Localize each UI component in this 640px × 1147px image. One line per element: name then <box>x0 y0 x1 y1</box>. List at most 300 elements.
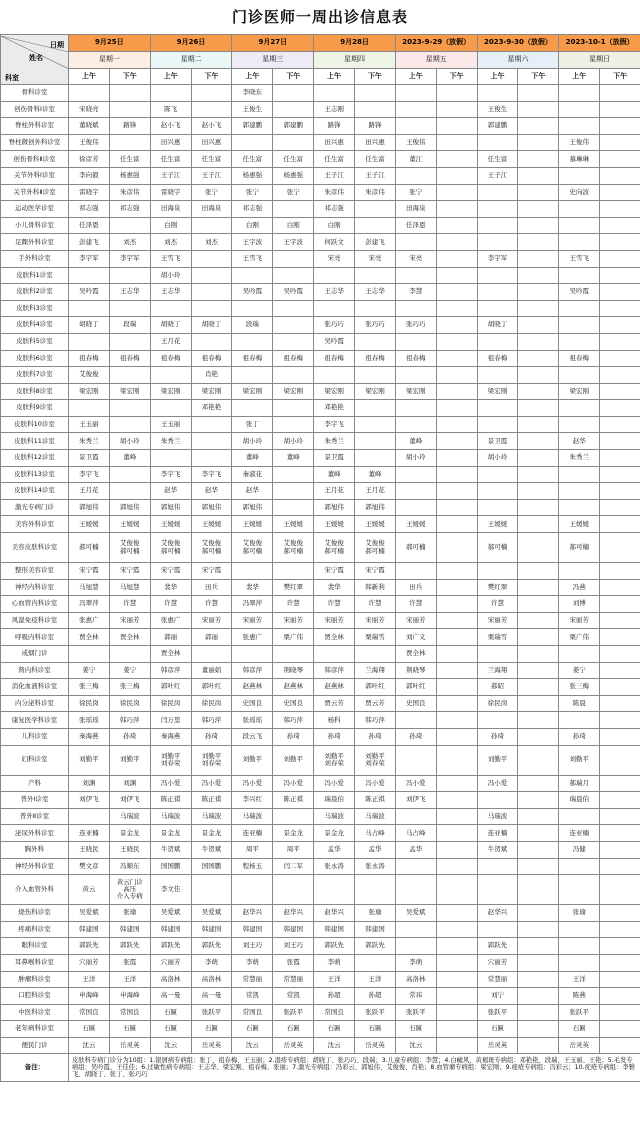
doctor-cell: 张巧巧 <box>314 317 355 334</box>
doctor-cell <box>273 317 314 334</box>
doctor-cell: 景卫霞 <box>314 450 355 467</box>
doctor-cell <box>436 679 477 696</box>
doctor-cell <box>477 284 518 301</box>
doctor-cell <box>518 728 559 745</box>
session-pm-cell: 下午 <box>436 69 477 85</box>
doctor-cell <box>355 85 396 102</box>
dept-name: 皮肤科1诊室 <box>1 267 69 284</box>
dept-name: 足踝外科诊室 <box>1 234 69 251</box>
doctor-cell: 黄云 <box>69 875 110 905</box>
doctor-cell: 胡小玲 <box>273 433 314 450</box>
session-pm-cell: 下午 <box>109 69 150 85</box>
doctor-cell: 冯健 <box>559 841 600 858</box>
doctor-cell: 王媛媛 <box>69 516 110 533</box>
doctor-cell: 樊文彦 <box>69 858 110 875</box>
doctor-cell: 石匾 <box>273 1021 314 1038</box>
doctor-cell <box>559 118 600 135</box>
doctor-cell <box>559 400 600 417</box>
doctor-cell: 宋亮 <box>314 250 355 267</box>
doctor-cell: 张霞 <box>109 954 150 971</box>
doctor-cell: 周平 <box>273 841 314 858</box>
schedule-row <box>1 695 640 712</box>
doctor-cell: 白刚 <box>232 217 273 234</box>
doctor-cell <box>273 134 314 151</box>
doctor-cell <box>436 416 477 433</box>
schedule-row <box>1 284 640 301</box>
doctor-cell: 祖春梅 <box>273 350 314 367</box>
doctor-cell: 刘博 <box>559 596 600 613</box>
dept-name: 激光专病门诊 <box>1 499 69 516</box>
doctor-cell <box>395 712 436 729</box>
schedule-row <box>1 808 640 825</box>
date-cell: 9月27日 <box>232 35 314 52</box>
doctor-cell <box>600 300 640 317</box>
doctor-cell: 张瑜 <box>559 905 600 922</box>
doctor-cell: 王媛媛 <box>232 516 273 533</box>
doctor-cell: 许慧 <box>273 596 314 613</box>
session-pm-cell: 下午 <box>518 69 559 85</box>
doctor-cell <box>355 101 396 118</box>
doctor-cell: 孙琦 <box>355 728 396 745</box>
doctor-cell <box>518 1037 559 1054</box>
doctor-cell: 赵华 <box>232 483 273 500</box>
doctor-cell <box>518 184 559 201</box>
doctor-cell <box>600 679 640 696</box>
doctor-cell: 姜宁 <box>109 662 150 679</box>
doctor-cell <box>600 808 640 825</box>
doctor-cell: 王子江 <box>150 167 191 184</box>
doctor-cell: 马瑞波 <box>355 808 396 825</box>
doctor-cell: 裴华 <box>232 579 273 596</box>
doctor-cell <box>436 971 477 988</box>
doctor-cell <box>436 101 477 118</box>
schedule-row <box>1 101 640 118</box>
doctor-cell: 周平 <box>232 841 273 858</box>
doctor-cell <box>436 1037 477 1054</box>
doctor-cell: 雷晓宇 <box>69 184 110 201</box>
dept-name: 皮肤科7诊室 <box>1 367 69 384</box>
doctor-cell <box>273 483 314 500</box>
doctor-cell <box>600 825 640 842</box>
doctor-cell: 赵华兴 <box>232 905 273 922</box>
doctor-cell: 祖春梅 <box>395 350 436 367</box>
doctor-cell <box>436 516 477 533</box>
doctor-cell <box>477 367 518 384</box>
doctor-cell: 张跃平 <box>395 1004 436 1021</box>
schedule-row <box>1 450 640 467</box>
doctor-cell <box>436 400 477 417</box>
schedule-row <box>1 629 640 646</box>
dept-name: 美容外科诊室 <box>1 516 69 533</box>
doctor-cell: 朱秀兰 <box>314 433 355 450</box>
doctor-cell <box>109 367 150 384</box>
doctor-cell: 常国良 <box>109 1004 150 1021</box>
doctor-cell <box>436 201 477 218</box>
doctor-cell: 王俊伟 <box>395 134 436 151</box>
doctor-cell <box>518 250 559 267</box>
doctor-cell <box>518 416 559 433</box>
doctor-cell <box>69 300 110 317</box>
doctor-cell: 石匾 <box>191 1021 232 1038</box>
doctor-cell: 韩建国 <box>69 921 110 938</box>
doctor-cell: 郭旭伟 <box>314 499 355 516</box>
doctor-cell: 梁宏刚 <box>150 383 191 400</box>
doctor-cell <box>355 367 396 384</box>
doctor-cell: 刘勤平 <box>273 745 314 775</box>
doctor-cell <box>518 596 559 613</box>
doctor-cell: 郭跃先 <box>150 938 191 955</box>
doctor-cell: 张惠广 <box>232 629 273 646</box>
doctor-cell <box>395 483 436 500</box>
doctor-cell: 祖春梅 <box>69 350 110 367</box>
doctor-cell <box>518 217 559 234</box>
notes-text: 皮肤科专病门诊分为10组：1.银屑病专病组：张丁、祖春梅、王玉丽；2.湿疹专病组：胡晓丁、张巧巧、段瑞；3.儿童专病组：李慧；4.白癜风、黄褐斑专病组：邓艳艳、段瑞、王玉丽、王艳；5.毛发专病组：吴吟霞、王佳佳；6.过敏性病专病组：王志华、梁宏刚、祖春梅、张丽；7.激光专病组：冯彩云、郭旭伟、艾俊俊、肖艳；8.血管瘤专病组：梁宏刚；9.痤疮专病组：冯彩云；10.疣疮专病组：李雅飞、胡晓丁、张丁、张巧巧 <box>69 1054 640 1082</box>
doctor-cell: 张宁 <box>232 184 273 201</box>
doctor-cell <box>600 450 640 467</box>
schedule-row <box>1 533 640 563</box>
doctor-cell: 刘渊 <box>69 775 110 792</box>
doctor-cell: 赵华 <box>150 483 191 500</box>
doctor-cell: 田兴惠 <box>314 134 355 151</box>
doctor-cell: 张宁 <box>395 184 436 201</box>
doctor-cell <box>436 499 477 516</box>
doctor-cell: 宋丽芳 <box>559 612 600 629</box>
doctor-cell <box>518 921 559 938</box>
doctor-cell <box>518 712 559 729</box>
doctor-cell: 王媛媛 <box>191 516 232 533</box>
doctor-cell: 王月花 <box>69 483 110 500</box>
doctor-cell: 王俊伟 <box>559 134 600 151</box>
schedule-row <box>1 184 640 201</box>
doctor-cell: 冯小爱 <box>355 775 396 792</box>
doctor-cell <box>518 284 559 301</box>
doctor-cell <box>69 400 110 417</box>
doctor-cell <box>436 533 477 563</box>
dept-name: 产科 <box>1 775 69 792</box>
dept-name: 皮肤科6诊室 <box>1 350 69 367</box>
doctor-cell: 梁宏刚 <box>232 383 273 400</box>
doctor-cell <box>559 217 600 234</box>
doctor-cell: 史向波 <box>559 184 600 201</box>
doctor-cell: 段云飞 <box>232 728 273 745</box>
doctor-cell: 郭叶红 <box>355 679 396 696</box>
doctor-cell <box>477 712 518 729</box>
doctor-cell: 韩建国 <box>273 921 314 938</box>
doctor-cell: 冯小爱 <box>232 775 273 792</box>
doctor-cell <box>436 954 477 971</box>
doctor-cell: 王媛媛 <box>273 516 314 533</box>
doctor-cell <box>518 85 559 102</box>
doctor-cell: 任生富 <box>191 151 232 168</box>
doctor-cell: 马占峰 <box>355 825 396 842</box>
doctor-cell: 马瑞波 <box>109 808 150 825</box>
doctor-cell: 韩巧萍 <box>273 712 314 729</box>
doctor-cell: 刘渊 <box>109 775 150 792</box>
doctor-cell: 赵华兴 <box>314 905 355 922</box>
doctor-cell: 张永涛 <box>314 858 355 875</box>
doctor-cell: 宋丽芳 <box>395 612 436 629</box>
doctor-cell <box>559 938 600 955</box>
doctor-cell <box>191 101 232 118</box>
doctor-cell <box>600 383 640 400</box>
doctor-cell: 刘杰 <box>109 234 150 251</box>
doctor-cell: 史国良 <box>395 695 436 712</box>
date-header-row <box>1 35 640 52</box>
doctor-cell <box>600 167 640 184</box>
doctor-cell <box>355 416 396 433</box>
doctor-cell <box>395 300 436 317</box>
doctor-cell <box>518 333 559 350</box>
doctor-cell: 闫二军 <box>273 858 314 875</box>
doctor-cell <box>395 938 436 955</box>
schedule-row <box>1 350 640 367</box>
doctor-cell: 贾全林 <box>150 646 191 663</box>
doctor-cell <box>518 499 559 516</box>
doctor-cell <box>436 433 477 450</box>
doctor-cell: 王媛媛 <box>559 516 600 533</box>
doctor-cell: 秦海燕 <box>69 728 110 745</box>
doctor-cell: 栗广伟 <box>273 629 314 646</box>
doctor-cell: 梁宏刚 <box>314 383 355 400</box>
doctor-cell <box>477 563 518 580</box>
doctor-cell: 梁宏刚 <box>109 383 150 400</box>
doctor-cell: 郭旭伟 <box>109 499 150 516</box>
doctor-cell: 徐民岗 <box>69 695 110 712</box>
doctor-cell: 祖春梅 <box>355 350 396 367</box>
doctor-cell: 梁宏刚 <box>191 383 232 400</box>
corner-dept-label: 科室 <box>5 74 19 82</box>
doctor-cell: 贾云芳 <box>355 695 396 712</box>
doctor-cell <box>600 596 640 613</box>
doctor-cell <box>395 267 436 284</box>
doctor-cell <box>518 563 559 580</box>
doctor-cell <box>600 184 640 201</box>
doctor-cell <box>600 533 640 563</box>
schedule-row <box>1 579 640 596</box>
doctor-cell: 吴爱斌 <box>150 905 191 922</box>
schedule-row <box>1 267 640 284</box>
doctor-cell <box>518 745 559 775</box>
doctor-cell: 岳灵英 <box>109 1037 150 1054</box>
doctor-cell <box>273 333 314 350</box>
doctor-cell: 王志华 <box>150 284 191 301</box>
doctor-cell: 王俊伟 <box>69 134 110 151</box>
doctor-cell: 祁志强 <box>109 201 150 218</box>
doctor-cell <box>395 234 436 251</box>
doctor-cell <box>600 612 640 629</box>
doctor-cell <box>273 250 314 267</box>
dept-name: 疼痛科诊室 <box>1 921 69 938</box>
schedule-row <box>1 433 640 450</box>
dept-name: 神经外科诊室 <box>1 858 69 875</box>
doctor-cell <box>518 134 559 151</box>
doctor-cell: 吴吟霞 <box>314 333 355 350</box>
doctor-cell: 荆晓琴 <box>273 662 314 679</box>
doctor-cell <box>477 400 518 417</box>
doctor-cell <box>600 745 640 775</box>
doctor-cell <box>600 433 640 450</box>
doctor-cell: 贾全林 <box>395 646 436 663</box>
schedule-row <box>1 118 640 135</box>
doctor-cell <box>559 416 600 433</box>
doctor-cell: 景卫霞 <box>477 433 518 450</box>
doctor-cell <box>436 483 477 500</box>
schedule-row <box>1 167 640 184</box>
doctor-cell: 王宇波 <box>273 234 314 251</box>
doctor-cell <box>436 825 477 842</box>
doctor-cell <box>436 1021 477 1038</box>
doctor-cell <box>518 938 559 955</box>
doctor-cell: 岳灵英 <box>477 1037 518 1054</box>
doctor-cell: 沈云 <box>69 1037 110 1054</box>
doctor-cell: 郭丽 <box>191 629 232 646</box>
dept-name: 皮肤科14诊室 <box>1 483 69 500</box>
doctor-cell: 任泽恩 <box>395 217 436 234</box>
doctor-cell: 赵华 <box>559 433 600 450</box>
dept-name: 皮肤科4诊室 <box>1 317 69 334</box>
doctor-cell <box>600 234 640 251</box>
doctor-cell: 梁宏刚 <box>273 383 314 400</box>
doctor-cell: 宋丽芳 <box>314 612 355 629</box>
doctor-cell: 姜宁 <box>69 662 110 679</box>
dept-name: 儿科诊室 <box>1 728 69 745</box>
doctor-cell: 宋宁霞 <box>191 563 232 580</box>
doctor-cell <box>518 466 559 483</box>
date-cell: 9月25日 <box>69 35 151 52</box>
doctor-cell: 郭旭伟 <box>232 499 273 516</box>
doctor-cell: 彭建飞 <box>69 234 110 251</box>
dept-name: 中医科诊室 <box>1 1004 69 1021</box>
doctor-cell <box>436 728 477 745</box>
doctor-cell: 赵燕林 <box>232 679 273 696</box>
doctor-cell: 岳灵英 <box>559 1037 600 1054</box>
doctor-cell <box>109 101 150 118</box>
doctor-cell: 吴爱斌 <box>69 905 110 922</box>
doctor-cell: 梁宏刚 <box>395 383 436 400</box>
doctor-cell: 景金龙 <box>150 825 191 842</box>
doctor-cell: 郭叶红 <box>150 679 191 696</box>
doctor-cell <box>477 184 518 201</box>
doctor-cell <box>355 433 396 450</box>
doctor-cell: 孙琦 <box>314 728 355 745</box>
notes-label: 备注： <box>1 1054 69 1082</box>
doctor-cell: 刘广义 <box>395 629 436 646</box>
doctor-cell: 张跃平 <box>477 1004 518 1021</box>
doctor-cell: 祁志强 <box>69 201 110 218</box>
doctor-cell: 韩巧萍 <box>355 712 396 729</box>
doctor-cell: 王洋 <box>314 971 355 988</box>
session-am-cell: 上午 <box>232 69 273 85</box>
doctor-cell: 刘勤平 刘春荣 <box>191 745 232 775</box>
doctor-cell: 张三梅 <box>69 679 110 696</box>
doctor-cell <box>436 808 477 825</box>
doctor-cell: 王雪飞 <box>232 250 273 267</box>
doctor-cell: 冯小爱 <box>191 775 232 792</box>
doctor-cell: 栗瑞雪 <box>477 629 518 646</box>
doctor-cell <box>600 712 640 729</box>
doctor-cell <box>600 792 640 809</box>
doctor-cell: 李宇飞 <box>150 466 191 483</box>
schedule-row <box>1 775 640 792</box>
doctor-cell <box>232 300 273 317</box>
doctor-cell: 赵燕林 <box>273 679 314 696</box>
doctor-cell: 张永涛 <box>355 858 396 875</box>
dept-name: 老年病科诊室 <box>1 1021 69 1038</box>
doctor-cell: 李宇飞 <box>69 466 110 483</box>
doctor-cell: 邓艳艳 <box>191 400 232 417</box>
doctor-cell: 石匾 <box>355 1021 396 1038</box>
doctor-cell: 石匾 <box>559 1021 600 1038</box>
doctor-cell <box>518 579 559 596</box>
doctor-cell: 刘勤平 <box>477 745 518 775</box>
doctor-cell: 李宇飞 <box>314 416 355 433</box>
doctor-cell <box>273 875 314 905</box>
dept-name: 眼科诊室 <box>1 938 69 955</box>
doctor-cell: 王媛媛 <box>395 516 436 533</box>
dept-name: 皮肤科2诊室 <box>1 284 69 301</box>
schedule-row <box>1 85 640 102</box>
schedule-row <box>1 745 640 775</box>
doctor-cell: 胡小玲 <box>477 450 518 467</box>
doctor-cell: 宋丽芳 <box>273 612 314 629</box>
doctor-cell: 裴华 <box>150 579 191 596</box>
doctor-cell <box>600 1037 640 1054</box>
doctor-cell: 郝可楠 <box>559 533 600 563</box>
doctor-cell <box>518 101 559 118</box>
doctor-cell: 王洋 <box>355 971 396 988</box>
doctor-cell <box>355 333 396 350</box>
doctor-cell: 宋丽芳 <box>355 612 396 629</box>
doctor-cell: 田兵 <box>191 579 232 596</box>
doctor-cell <box>518 201 559 218</box>
doctor-cell: 董峰 <box>232 450 273 467</box>
doctor-cell: 吴爱斌 <box>191 905 232 922</box>
doctor-cell <box>600 85 640 102</box>
doctor-cell: 艾俊俊 郝可楠 <box>191 533 232 563</box>
doctor-cell: 刘宁 <box>477 988 518 1005</box>
session-am-cell: 上午 <box>559 69 600 85</box>
doctor-cell: 许慧 <box>395 596 436 613</box>
schedule-row <box>1 416 640 433</box>
doctor-cell <box>518 383 559 400</box>
doctor-cell: 李晓东 <box>232 85 273 102</box>
doctor-cell <box>436 629 477 646</box>
doctor-cell <box>273 563 314 580</box>
doctor-cell: 徐民岗 <box>109 695 150 712</box>
doctor-cell: 连亚楠 <box>477 825 518 842</box>
doctor-cell <box>600 841 640 858</box>
doctor-cell <box>436 563 477 580</box>
dept-name: 小儿骨科诊室 <box>1 217 69 234</box>
doctor-cell: 胡小玲 <box>150 267 191 284</box>
dept-name: 妇科诊室 <box>1 745 69 775</box>
doctor-cell: 张瑶瑶 <box>69 712 110 729</box>
doctor-cell: 郭旭伟 <box>69 499 110 516</box>
schedule-row <box>1 483 640 500</box>
doctor-cell: 郝昭 <box>477 679 518 696</box>
doctor-cell <box>477 483 518 500</box>
doctor-cell <box>436 921 477 938</box>
doctor-cell: 田海泉 <box>150 201 191 218</box>
doctor-cell: 常慧丽 <box>477 971 518 988</box>
doctor-cell <box>436 284 477 301</box>
doctor-cell <box>600 858 640 875</box>
doctor-cell <box>109 85 150 102</box>
doctor-cell <box>600 938 640 955</box>
doctor-cell <box>600 151 640 168</box>
doctor-cell <box>355 217 396 234</box>
doctor-cell <box>600 499 640 516</box>
